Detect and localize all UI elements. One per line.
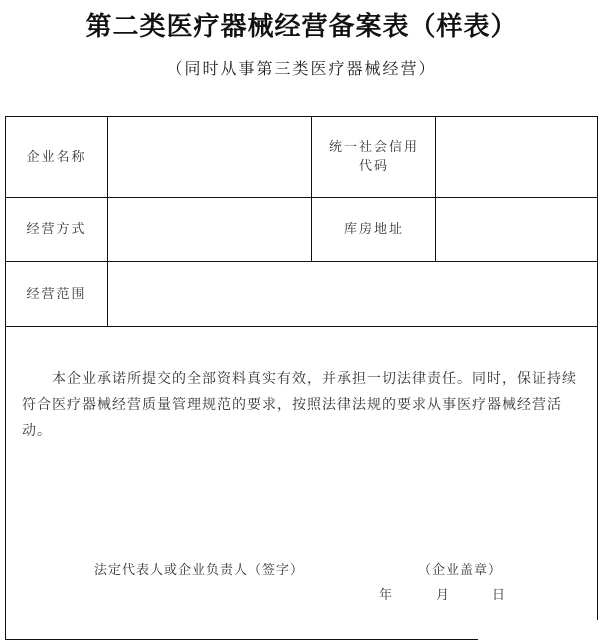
credit-code-label bbox=[313, 117, 435, 197]
business-scope-label-text: 经营范围 bbox=[26, 286, 87, 302]
business-mode-field[interactable] bbox=[109, 198, 311, 261]
row-divider bbox=[5, 326, 598, 327]
column-divider bbox=[435, 116, 436, 262]
warehouse-address-field[interactable] bbox=[437, 198, 597, 261]
document-title: 第二类医疗器械经营备案表（样表） bbox=[85, 12, 518, 42]
company-name-label-text: 企业名称 bbox=[26, 149, 87, 165]
credit-code-label-line2: 代码 bbox=[358, 159, 389, 174]
representative-signature-label: 法定代表人或企业负责人（签字） bbox=[94, 563, 305, 578]
watermark-overlay bbox=[478, 620, 603, 644]
form-bottom-border bbox=[5, 639, 480, 640]
company-seal-label: （企业盖章） bbox=[418, 563, 503, 578]
column-divider bbox=[107, 116, 108, 327]
credit-code-label-line1: 统一社会信用 bbox=[328, 140, 419, 155]
company-name-label bbox=[6, 117, 107, 197]
business-mode-label bbox=[6, 198, 107, 261]
warehouse-address-label bbox=[313, 198, 435, 261]
warehouse-address-label-text: 库房地址 bbox=[343, 222, 404, 237]
date-year-label: 年 bbox=[379, 588, 394, 603]
credit-code-field[interactable] bbox=[437, 117, 597, 197]
company-name-field[interactable] bbox=[109, 117, 311, 197]
date-month-label: 月 bbox=[436, 588, 451, 603]
column-divider bbox=[311, 116, 312, 262]
business-mode-label-text: 经营方式 bbox=[26, 222, 87, 237]
document-subtitle: （同时从事第三类医疗器械经营） bbox=[166, 59, 437, 78]
business-scope-field[interactable] bbox=[109, 262, 597, 326]
pledge-statement: 本企业承诺所提交的全部资料真实有效，并承担一切法律责任。同时，保证持续符合医疗器械经营质量管理规范的要求，按照法律法规的要求从事医疗器械经营活动。 bbox=[22, 371, 577, 439]
business-scope-label bbox=[6, 262, 107, 326]
date-day-label: 日 bbox=[492, 588, 507, 603]
